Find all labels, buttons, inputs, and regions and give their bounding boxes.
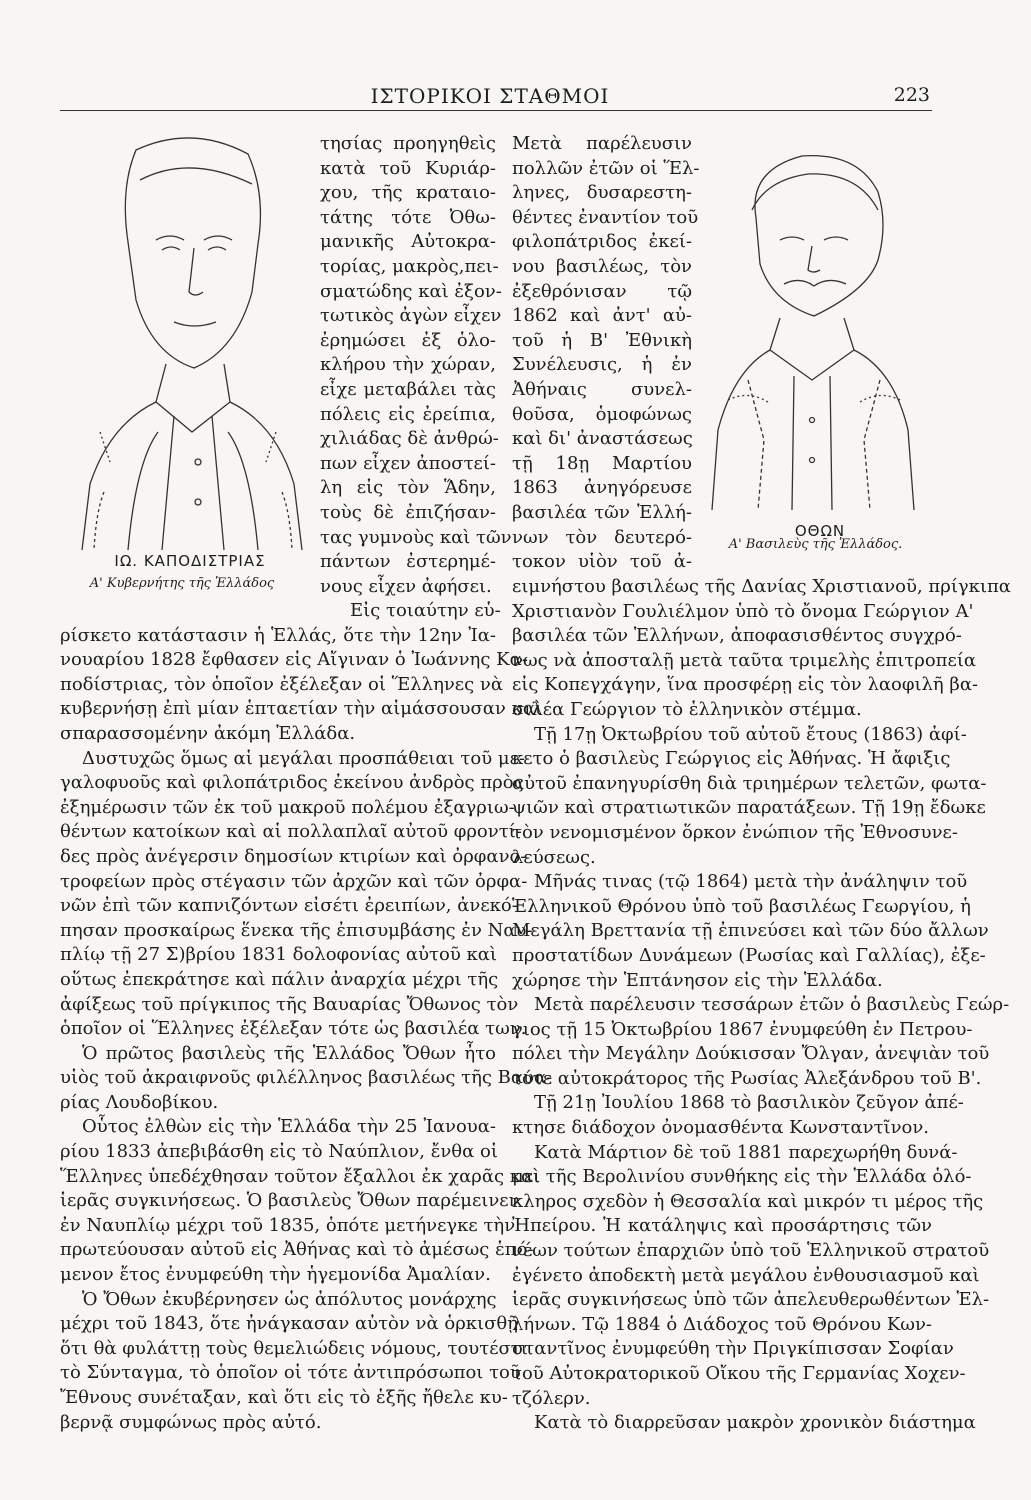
text-line: Χριστιανὸν Γουλιέλμον ὑπὸ τὸ ὄνομα Γεώργιον Α' <box>512 600 974 622</box>
page-number: 223 <box>893 84 930 106</box>
text-line: Συνέλευσις, ἡ ἐν <box>512 354 692 376</box>
text-line: θοῦσα, ὁμοφώνως <box>512 403 692 425</box>
text-line: βασιλέα τῶν Ἑλλή- <box>512 501 692 523</box>
narrow-column-left <box>320 132 512 599</box>
portrait-othon-icon <box>708 140 920 512</box>
text-line: νῶν ἐπὶ τῶν καπνιζόντων εἰσέτι ἐρειπίων, ἀνεκό- <box>60 895 518 917</box>
text-line: Ἑλληνικοῦ Θρόνου ὑπὸ τοῦ βασιλέως Γεωργίου, ἡ <box>512 895 971 917</box>
text-line: τὸ Σύνταγμα, τὸ ὁποῖον οἱ τότε ἀντιπρόσωποι τοῦ <box>60 1362 521 1384</box>
text-line: θέντων κατοίκων καὶ αἱ πολλαπλαῖ αὐτοῦ φροντί- <box>60 821 522 843</box>
text-line: τοῦ ἡ Β' Ἐθνικὴ <box>512 329 692 351</box>
text-line: Ὁ πρῶτος βασιλεὺς τῆς Ἑλλάδος Ὄθων ἦτο <box>82 1042 496 1064</box>
text-line: τορίας, μακρὸς,πει- <box>320 255 499 277</box>
text-line: Ἔθνους συνέταξαν, καὶ ὅτι εἰς τὸ ἑξῆς ἤθελε κυ- <box>60 1387 508 1408</box>
text-line: Τῇ 21ῃ Ἰουλίου 1868 τὸ βασιλικὸν ζεῦγον ἀπέ- <box>534 1092 964 1114</box>
text-line: ρίσκετο κατάστασιν ἡ Ἑλλάς, ὅτε τὴν 12ην Ἰα- <box>60 624 496 646</box>
text-line: πρωτεύουσαν αὐτοῦ εἰς Ἀθήνας καὶ τὸ ἀμέσως ἑπό- <box>60 1239 534 1261</box>
text-line: υἱὸς τοῦ ἀκραιφνοῦς φιλέλληνος βασιλέως τῆς Βαυα- <box>60 1067 553 1089</box>
text-line: θέντες ἐναντίον τοῦ <box>512 206 699 228</box>
right-column <box>512 575 1011 1436</box>
text-line: τοὺς δὲ ἐπιζήσαν- <box>320 501 496 523</box>
text-line: πόλει τὴν Μεγάλην Δούκισσαν Ὄλγαν, ἀνεψιὰν τοῦ <box>512 1043 990 1065</box>
text-line: ὁποῖον οἱ Ἕλληνες ἐξέλεξαν τότε ὡς βασιλέα των. <box>60 1018 527 1040</box>
text-line: χου, τῆς κραταιο- <box>320 182 496 204</box>
text-line: κυβερνήσῃ ἐπὶ μίαν ἑπταετίαν τὴν αἱμάσσουσαν καὶ <box>60 698 543 720</box>
text-line: αὐτοῦ ἐπανηγυρίσθη διὰ τριημέρων τελετῶν, φωτα- <box>512 772 987 794</box>
text-line: μει τῆς Βερολινίου συνθήκης εἰς τὴν Ἑλλάδα ὁλό- <box>512 1166 972 1188</box>
kapodistrias-caption-name: ΙΩ. ΚΑΠΟΔΙΣΤΡΙΑΣ <box>114 552 266 570</box>
text-line: νους εἶχεν ἀφήσει. <box>320 575 492 597</box>
text-line: βερνᾷ συμφώνως πρὸς αὐτό. <box>60 1411 322 1433</box>
text-line: Ἠπείρου. Ἡ κατάληψις καὶ προσάρτησις τῶν <box>512 1215 932 1237</box>
text-line: Τῇ 17ῃ Ὀκτωβρίου τοῦ αὐτοῦ ἔτους (1863) ἀφί- <box>534 723 967 745</box>
text-line: ρίου 1833 ἀπεβιβάσθη εἰς τὸ Ναύπλιον, ἔνθα οἱ <box>60 1141 498 1163</box>
text-line: Κατὰ Μάρτιον δὲ τοῦ 1881 παρεχωρήθη δυνά- <box>534 1141 958 1163</box>
text-line: τῇ 18ῃ Μαρτίου <box>512 452 692 474</box>
text-line: τησίας προηγηθεὶς <box>320 133 496 154</box>
text-line: Μετὰ παρέλευσιν <box>512 133 692 154</box>
portrait-othon <box>708 140 920 512</box>
othon-caption-name: ΟΘΩΝ <box>794 522 846 540</box>
text-line: ἐρημώσει ἐξ ὁλο- <box>320 329 496 351</box>
text-line: μανικῆς Αὐτοκρα- <box>320 231 496 253</box>
text-line: σπαρασσομένην ἀκόμη Ἑλλάδα. <box>60 722 356 744</box>
text-line: εἰς Κοπεγχάγην, ἵνα προσφέρῃ εἰς τὸν λαοφιλῆ βα- <box>512 674 979 696</box>
text-line: σιλέα Γεώργιον τὸ ἑλληνικὸν στέμμα. <box>512 698 862 720</box>
text-line: Μεγάλη Βρεττανία τῇ ἐπινεύσει καὶ τῶν δύο ἄλλων <box>512 920 989 942</box>
text-line: ψιῶν καὶ στρατιωτικῶν παρατάξεων. Τῇ 19ῃ ἔδωκε <box>512 797 986 819</box>
text-line: τὸν νενομισμένον ὅρκον ἐνώπιον τῆς Ἐθνοσυνε- <box>512 821 958 843</box>
text-line: Δυστυχῶς ὅμως αἱ μεγάλαι προσπάθειαι τοῦ με- <box>82 747 525 769</box>
text-line: δες πρὸς ἀνέγερσιν δημοσίων κτιρίων καὶ ὀρφανο- <box>60 845 527 867</box>
text-line: χώρησε τὴν Ἑπτάνησον εἰς τὴν Ἑλλάδα. <box>512 969 883 991</box>
text-line: ἱερᾶς συγκινήσεως. Ὁ βασιλεὺς Ὄθων παρέμεινεν <box>60 1190 520 1212</box>
text-line: πησαν προσκαίρως ἕνεκα τῆς ἐπισυμβάσης ἐν Ναυ- <box>60 919 533 941</box>
text-line: πων εἶχεν ἀποστεί- <box>320 452 496 474</box>
text-line: βασιλέα τῶν Ἑλλήνων, ἀποφασισθέντος συγχρό- <box>512 625 962 647</box>
text-line: ἐξεθρόνισαν τῷ <box>512 280 692 302</box>
text-line: ὅτι θὰ φυλάττῃ τοὺς θεμελιώδεις νόμους, τουτέστι <box>60 1337 528 1359</box>
text-line: εἶχε μεταβάλει τὰς <box>320 378 496 400</box>
text-line: ρίας Λουδοβίκου. <box>60 1091 219 1113</box>
text-line: ἱερᾶς συγκινήσεως ὑπὸ τῶν ἀπελευθερωθέντων Ἑλ- <box>512 1289 990 1311</box>
text-line: κληρος σχεδὸν ἡ Θεσσαλία καὶ μικρόν τι μέρος τῆς <box>512 1190 984 1212</box>
text-line: τωτικὸς ἀγὼν εἶχεν <box>320 305 502 327</box>
text-line: ἐξημέρωσιν τῶν ἐκ τοῦ μακροῦ πολέμου ἐξαγριω- <box>60 796 515 818</box>
text-line: λη εἰς τὸν Ἅδην, <box>320 477 496 499</box>
text-line: πόλεις εἰς ἐρείπια, <box>320 403 496 425</box>
text-line: νουαρίου 1828 ἔφθασεν εἰς Αἴγιναν ὁ Ἰωάννης Κα- <box>60 649 528 671</box>
text-line: τζόλερν. <box>512 1387 591 1409</box>
text-line: πλίῳ τῇ 27 Σ)βρίου 1831 δολοφονίας αὐτοῦ καὶ <box>60 944 497 966</box>
text-line: τότε αὐτοκράτορος τῆς Ρωσίας Ἀλεξάνδρου τοῦ Β'. <box>512 1067 982 1089</box>
text-line: νως νὰ ἀποσταλῇ μετὰ ταῦτα τριμελὴς ἐπιτροπεία <box>512 649 977 671</box>
running-header <box>60 84 930 110</box>
text-line: Μετὰ παρέλευσιν τεσσάρων ἐτῶν ὁ βασιλεὺς Γεώρ- <box>534 994 1010 1016</box>
text-line: Μῆνάς τινας (τῷ 1864) μετὰ τὴν ἀνάληψιν τοῦ <box>534 871 968 893</box>
text-line: σταντῖνος ἐνυμφεύθη τὴν Πριγκίπισσαν Σοφίαν <box>512 1338 954 1360</box>
text-line: νων τὸν δευτερό- <box>512 526 692 548</box>
text-line: οὕτως ἐπεκράτησε καὶ πάλιν ἀναρχία μέχρι τῆς <box>60 968 499 990</box>
text-line: καὶ δι' ἀναστάσεως <box>512 428 693 450</box>
text-line: ληνες, δυσαρεστη- <box>512 182 692 204</box>
text-line: τοκον υἱὸν τοῦ ἀ- <box>512 551 692 573</box>
text-line: κατὰ τοῦ Κυριάρ- <box>320 157 496 179</box>
text-line: νου βασιλέως, τὸν <box>512 255 692 277</box>
text-line: τάτης τότε Ὀθω- <box>320 206 496 228</box>
text-line: Εἰς τοιαύτην εὑ- <box>350 600 501 621</box>
text-line: γιος τῇ 15 Ὀκτωβρίου 1867 ἐνυμφεύθη ἐν Πετρου- <box>512 1018 973 1040</box>
text-line: μέχρι τοῦ 1843, ὅτε ἠνάγκασαν αὐτὸν νὰ ὁρκισθῇ <box>60 1313 519 1335</box>
text-line: ἐγένετο ἀποδεκτὴ μετὰ μεγάλου ἐνθουσιασμοῦ καὶ <box>512 1264 980 1286</box>
text-line: σματώδης καὶ ἐξον- <box>320 280 502 302</box>
othon-caption-title: Α' Βασιλεὺς τῆς Ἑλλάδος. <box>728 537 903 552</box>
text-line: φιλοπάτριδος ἐκεί- <box>512 231 692 253</box>
text-line: μενον ἔτος ἐνυμφεύθη τὴν ἡγεμονίδα Ἀμαλίαν. <box>60 1264 491 1286</box>
text-line: κτησε διάδοχον ὀνομασθέντα Κωνσταντῖνον. <box>512 1117 930 1139</box>
text-line: κλήρου τὴν χώραν, <box>320 354 496 376</box>
text-line: 1863 ἀνηγόρευσε <box>512 477 692 499</box>
header-rule <box>60 110 932 111</box>
text-line: κετο ὁ βασιλεὺς Γεώργιος εἰς Ἀθήνας. Ἡ ἄφιξις <box>512 748 951 770</box>
portrait-kapodistrias <box>70 132 315 552</box>
kapodistrias-caption-title: Α' Κυβερνήτης τῆς Ἑλλάδος <box>89 576 275 591</box>
text-line: λεύσεως. <box>512 846 596 868</box>
text-line: 1862 καὶ ἀντ' αὐ- <box>512 305 692 327</box>
text-line: τροφείων πρὸς στέγασιν τῶν ἀρχῶν καὶ τῶν ὀρφα- <box>60 870 528 892</box>
text-line: λήνων. Τῷ 1884 ὁ Διάδοχος τοῦ Θρόνου Κων- <box>512 1313 932 1335</box>
text-line: πολλῶν ἐτῶν οἱ Ἕλ- <box>512 157 700 179</box>
text-line: προστατίδων Δυνάμεων (Ρωσίας καὶ Γαλλίας), ἐξε- <box>512 944 986 966</box>
text-line: ἐν Ναυπλίῳ μέχρι τοῦ 1835, ὁπότε μετήνεγκε τὴν <box>60 1214 516 1236</box>
text-line: τας γυμνοὺς καὶ τῶν <box>320 526 512 548</box>
text-line: τοῦ Αὐτοκρατορικοῦ Οἴκου τῆς Γερμανίας Χοχεν- <box>512 1363 966 1384</box>
text-line: πάντων ἐστερημέ- <box>320 551 496 573</box>
text-line: Οὗτος ἐλθὼν εἰς τὴν Ἑλλάδα τὴν 25 Ἰανουα- <box>82 1116 496 1138</box>
running-title: ΙΣΤΟΡΙΚΟΙ ΣΤΑΘΜΟΙ <box>370 84 610 108</box>
text-line: νέων τούτων ἐπαρχιῶν ὑπὸ τοῦ Ἑλληνικοῦ στρατοῦ <box>512 1240 990 1262</box>
portrait-kapodistrias-icon <box>70 132 315 552</box>
text-line: Κατὰ τὸ διαρρεῦσαν μακρὸν χρονικὸν διάστημα <box>534 1412 976 1434</box>
text-line: χιλιάδας δὲ ἀνθρώ- <box>320 428 499 450</box>
narrow-column-right <box>512 132 700 575</box>
text-line: ειμνήστου βασιλέως τῆς Δανίας Χριστιανοῦ, πρίγκιπα <box>512 576 1011 597</box>
text-line: ποδίστριας, τὸν ὁποῖον ἐξέλεξαν οἱ Ἕλληνες νὰ <box>60 673 504 695</box>
text-line: ἀφίξεως τοῦ πρίγκιπος τῆς Βαυαρίας Ὄθωνος τὸν <box>60 993 519 1015</box>
text-line: Ἀθήναις συνελ- <box>512 378 692 400</box>
text-line: Ἕλληνες ὑπεδέχθησαν τοῦτον ἔξαλλοι ἐκ χαρᾶς καὶ <box>60 1165 541 1187</box>
text-line: Ὁ Ὄθων ἐκυβέρνησεν ὡς ἀπόλυτος μονάρχης <box>82 1288 497 1310</box>
text-line: γαλοφυοῦς καὶ φιλοπάτριδος ἐκείνου ἀνδρὸς πρὸς <box>60 772 524 794</box>
